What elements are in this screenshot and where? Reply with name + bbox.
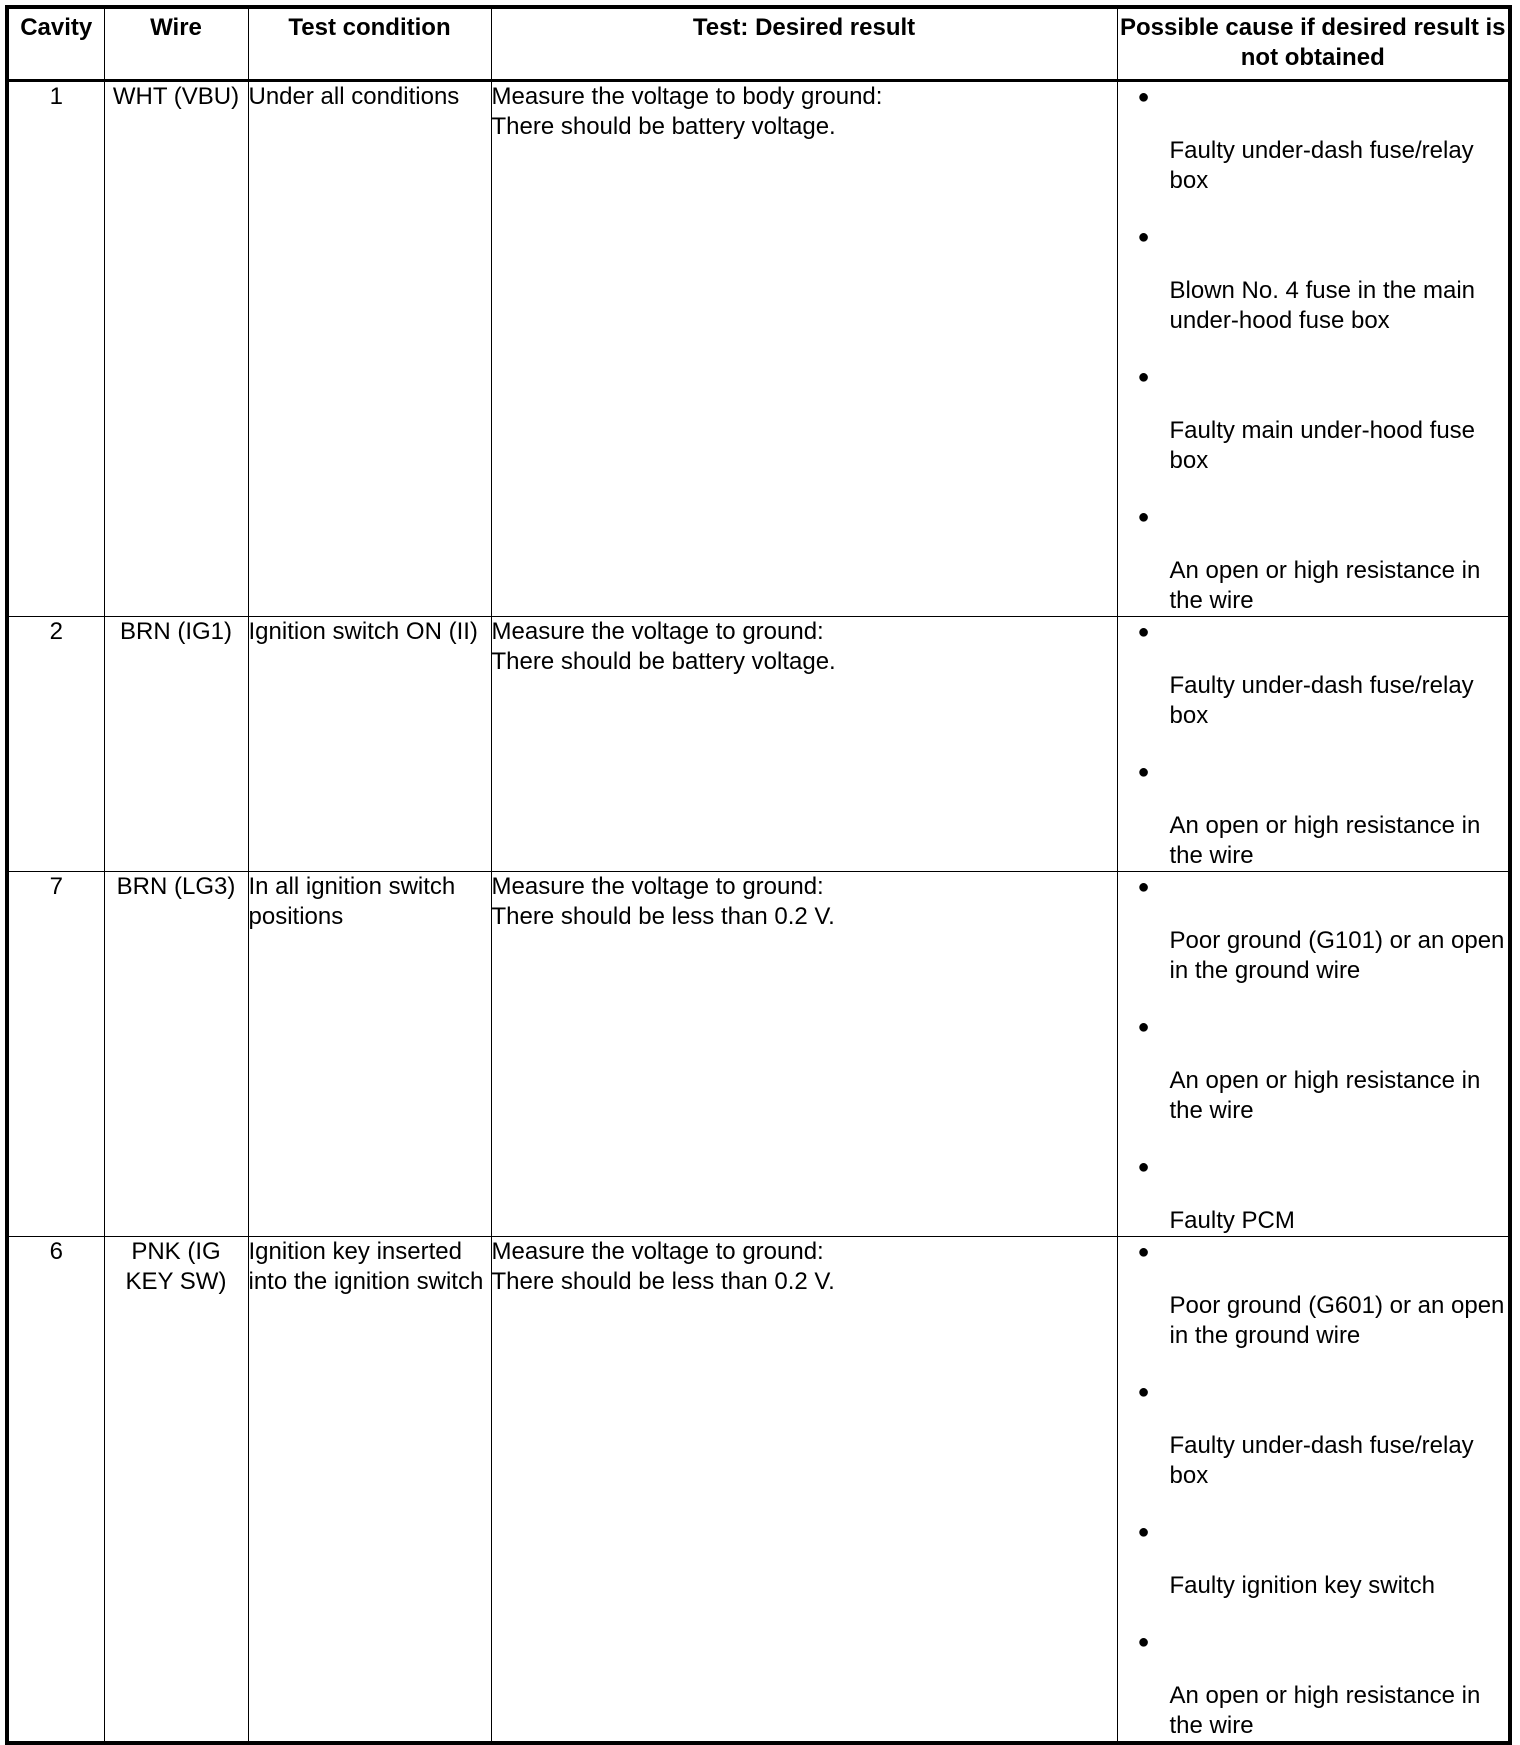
cause-text: Faulty PCM bbox=[1169, 1207, 1295, 1234]
bullet-icon: ● bbox=[1137, 366, 1150, 388]
test-condition-cell: Ignition switch ON (II) bbox=[248, 617, 491, 872]
wire-cell: WHT (VBU) bbox=[104, 81, 248, 617]
bullet-icon: ● bbox=[1137, 1156, 1150, 1178]
bullet-icon: ● bbox=[1137, 1521, 1150, 1543]
table-row bbox=[7, 81, 1510, 617]
result-line: Measure the voltage to body ground: bbox=[491, 83, 883, 110]
cause-text: Faulty under-dash fuse/relay box bbox=[1169, 1432, 1474, 1489]
cavity-cell: 7 bbox=[7, 872, 104, 1237]
bullet-icon: ● bbox=[1137, 1631, 1150, 1653]
result-line: There should be less than 0.2 V. bbox=[491, 1268, 835, 1295]
desired-result-cell bbox=[491, 1237, 1117, 1744]
cause-list-item bbox=[1118, 1012, 1509, 1126]
result-line: Measure the voltage to ground: bbox=[491, 873, 824, 900]
header-wire: Wire bbox=[104, 7, 248, 81]
cause-list-item bbox=[1118, 757, 1509, 871]
bullet-icon: ● bbox=[1137, 761, 1150, 783]
cause-list-item bbox=[1118, 222, 1509, 336]
cause-text: An open or high resistance in the wire bbox=[1169, 557, 1481, 614]
cause-text: An open or high resistance in the wire bbox=[1169, 1682, 1481, 1739]
cause-list-item bbox=[1118, 1627, 1509, 1741]
bullet-icon: ● bbox=[1137, 1016, 1150, 1038]
wire-cell: PNK (IG KEY SW) bbox=[104, 1237, 248, 1744]
cause-text: Poor ground (G101) or an open in the ground wire bbox=[1169, 927, 1505, 984]
test-table bbox=[5, 5, 1512, 1745]
table-row bbox=[7, 1237, 1510, 1744]
possible-cause-cell bbox=[1117, 81, 1510, 617]
wire-cell: BRN (IG1) bbox=[104, 617, 248, 872]
cause-list-item bbox=[1118, 872, 1509, 986]
cause-text: Blown No. 4 fuse in the main under-hood fuse box bbox=[1169, 277, 1475, 334]
bullet-icon: ● bbox=[1137, 876, 1150, 898]
result-line: There should be battery voltage. bbox=[491, 113, 836, 140]
cause-text: Faulty main under-hood fuse box bbox=[1169, 417, 1476, 474]
cause-list-item bbox=[1118, 82, 1509, 196]
cause-list-item bbox=[1118, 362, 1509, 476]
bullet-icon: ● bbox=[1137, 1241, 1150, 1263]
cause-list-item bbox=[1118, 1377, 1509, 1491]
cause-text: Faulty ignition key switch bbox=[1169, 1572, 1435, 1599]
possible-cause-cell bbox=[1117, 617, 1510, 872]
wire-cell: BRN (LG3) bbox=[104, 872, 248, 1237]
test-condition-cell: Ignition key inserted into the ignition switch bbox=[248, 1237, 491, 1744]
table-row bbox=[7, 617, 1510, 872]
header-cavity: Cavity bbox=[7, 7, 104, 81]
header-desired-result: Test: Desired result bbox=[491, 7, 1117, 81]
cause-text: Faulty under-dash fuse/relay box bbox=[1169, 672, 1474, 729]
bullet-icon: ● bbox=[1137, 86, 1150, 108]
cavity-cell: 1 bbox=[7, 81, 104, 617]
table-body bbox=[7, 81, 1510, 1744]
table-row bbox=[7, 872, 1510, 1237]
test-condition-cell: In all ignition switch positions bbox=[248, 872, 491, 1237]
cause-text: Faulty under-dash fuse/relay box bbox=[1169, 137, 1474, 194]
desired-result-cell bbox=[491, 81, 1117, 617]
desired-result-cell bbox=[491, 617, 1117, 872]
desired-result-cell bbox=[491, 872, 1117, 1237]
bullet-icon: ● bbox=[1137, 621, 1150, 643]
result-line: There should be battery voltage. bbox=[491, 648, 836, 675]
header-row bbox=[7, 7, 1510, 81]
test-condition-cell: Under all conditions bbox=[248, 81, 491, 617]
cause-list-item bbox=[1118, 617, 1509, 731]
result-line: Measure the voltage to ground: bbox=[491, 1238, 824, 1265]
possible-cause-cell bbox=[1117, 1237, 1510, 1744]
cause-text: An open or high resistance in the wire bbox=[1169, 1067, 1481, 1124]
cause-list-item bbox=[1118, 1517, 1509, 1601]
cavity-cell: 6 bbox=[7, 1237, 104, 1744]
cause-text: An open or high resistance in the wire bbox=[1169, 812, 1481, 869]
result-line: There should be less than 0.2 V. bbox=[491, 903, 835, 930]
possible-cause-cell bbox=[1117, 872, 1510, 1237]
header-test-condition: Test condition bbox=[248, 7, 491, 81]
cause-list-item bbox=[1118, 1152, 1509, 1236]
header-possible-cause: Possible cause if desired result is not obtained bbox=[1117, 7, 1510, 81]
bullet-icon: ● bbox=[1137, 1381, 1150, 1403]
table-header bbox=[7, 7, 1510, 81]
bullet-icon: ● bbox=[1137, 226, 1150, 248]
result-line: Measure the voltage to ground: bbox=[491, 618, 824, 645]
cause-list-item bbox=[1118, 502, 1509, 616]
cause-list-item bbox=[1118, 1237, 1509, 1351]
cause-text: Poor ground (G601) or an open in the ground wire bbox=[1169, 1292, 1505, 1349]
bullet-icon: ● bbox=[1137, 506, 1150, 528]
cavity-cell: 2 bbox=[7, 617, 104, 872]
